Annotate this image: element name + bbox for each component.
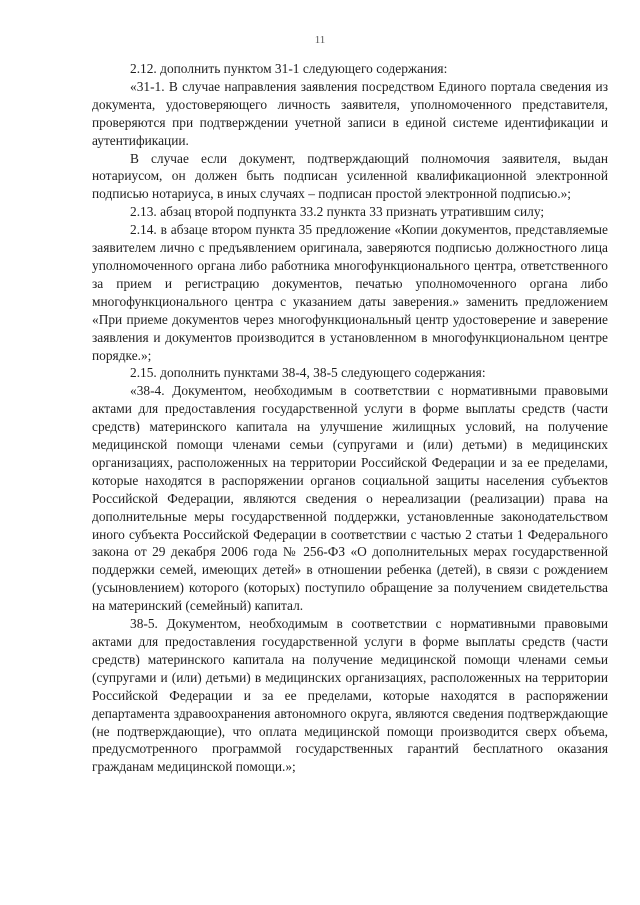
- paragraph-2-12: 2.12. дополнить пунктом 31-1 следующего содержания:: [130, 61, 448, 76]
- document-body: [92, 60, 608, 776]
- paragraph-notary: В случае если документ, подтверждающий полномочия заявителя, выдан нотариусом, он должен быть подписан усиленной квалификационной электронной подписью нотариуса, в иных случаях – подписан простой электронной подписью.»;: [92, 150, 608, 202]
- paragraph-2-14: 2.14. в абзаце втором пункта 35 предложение «Копии документов, представляемые заявителем лично с предъявлением оригинала, заверяются подписью должностного лица уполномоченного органа либо работника многофункционального центра, ответственного за прием и регистрацию документов, печатью уполномоченного органа либо многофункционального центра с указанием даты заверения.» заменить предложением «При приеме документов через многофункциональный центр удостоверение и заверение заявления и документов производится в установленном в многофункциональном центре порядке.»;: [92, 222, 608, 363]
- paragraph-31-1: «31-1. В случае направления заявления посредством Единого портала сведения из документа, удостоверяющего личность заявителя, уполномоченного представителя, проверяются при подтверждении учетной записи в единой системе идентификации и аутентификации.: [92, 78, 608, 148]
- paragraph-2-15: 2.15. дополнить пунктами 38-4, 38-5 следующего содержания:: [130, 365, 486, 381]
- paragraph-2-13: 2.13. абзац второй подпункта 33.2 пункта 33 признать утратившим силу;: [130, 204, 545, 220]
- paragraph-38-5: 38-5. Документом, необходимым в соответствии с нормативными правовыми актами для предоставления государственной услуги в форме выплаты средств (части средств) материнского капитала на получение медицинской помощи членами семьи (супругами и (или) детьми) в медицинских организациях, расположенных на территории Российской Федерации и за ее пределами, которые находятся в распоряжении департамента здравоохранения автономного округа, являются сведения подтверждающие (не подтверждающие), что оплата медицинской помощи производится сверх объема, предусмотренного программой государственных гарантий бесплатного оказания гражданам медицинской помощи.»;: [92, 616, 608, 775]
- paragraph-38-4: «38-4. Документом, необходимым в соответствии с нормативными правовыми актами для предоставления государственной услуги в форме выплаты средств (части средств) материнского капитала на улучшение жилищных условий, на получение медицинской помощи членами семьи (супругами и (или) детьми) в медицинских организациях, расположенных на территории Российской Федерации и за ее пределами, которые находятся в распоряжении органов социальной защиты населения субъектов Российской Федерации, являются сведения о нереализации (реализации) права на дополнительные меры государственной поддержки, установленные законодательством иного субъекта Российской Федерации в соответствии с частью 2 статьи 1 Федерального закона от 29 декабря 2006 года № 256-ФЗ «О дополнительных мерах государственной поддержки семей, имеющих детей» в отношении ребенка (детей), в связи с рождением (усыновлением) которого (которых) поступило обращение за получением свидетельства на материнский (семейный) капитал.: [92, 383, 608, 614]
- page-number: 11: [314, 34, 326, 46]
